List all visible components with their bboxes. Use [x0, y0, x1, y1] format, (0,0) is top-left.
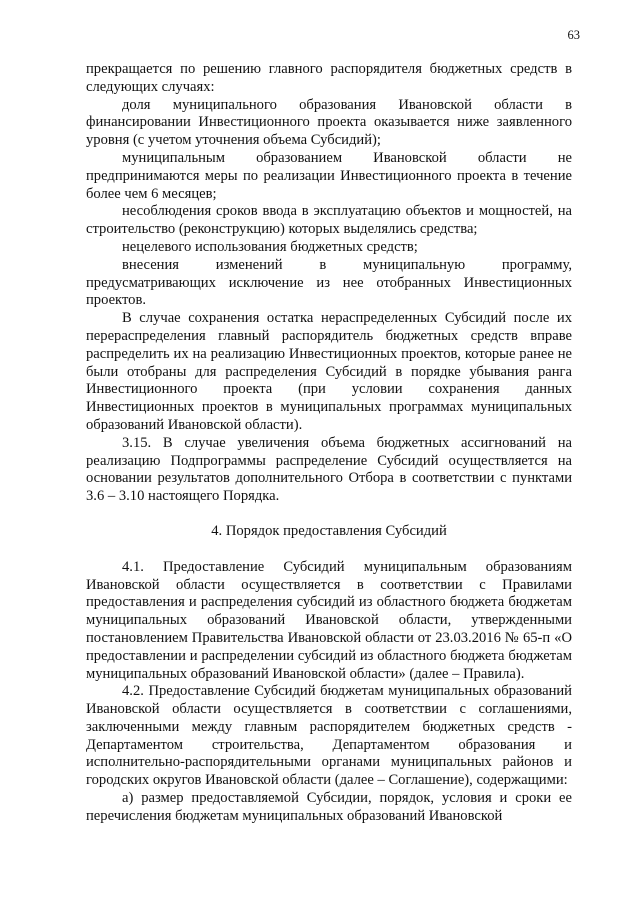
page-number: 63	[567, 28, 580, 42]
paragraph-4-1: 4.1. Предоставление Субсидий муниципальным образованиям Ивановской области осуществляется в соответствии с Правилами предоставления и распределения субсидий из областного бюджета бюджетам муниципальных образований Ивановской области, утвержденными постановлением Правительства Ивановской области от 23.03.2016 № 65-п «О предоставлении и распределении субсидий из областного бюджета бюджетам муниципальных образований Ивановской области» (далее – Правила).	[86, 558, 572, 682]
paragraph-case-share: доля муниципального образования Ивановской области в финансировании Инвестиционного проекта оказывается ниже заявленного уровня (с учетом уточнения объема Субсидий);	[86, 96, 572, 149]
paragraph-continuation: прекращается по решению главного распорядителя бюджетных средств в следующих случаях:	[86, 61, 572, 95]
section-heading: 4. Порядок предоставления Субсидий	[211, 522, 447, 539]
paragraph-4-2-a: а) размер предоставляемой Субсидии, порядок, условия и сроки ее перечисления бюджетам муниципальных образований Ивановской	[86, 790, 572, 824]
document-body	[86, 61, 572, 826]
paragraph-case-misuse: нецелевого использования бюджетных средств;	[122, 238, 418, 255]
paragraph-case-program-changes: внесения изменений в муниципальную программу, предусматривающих исключение из нее отобранных Инвестиционных проектов.	[86, 256, 572, 309]
paragraph-4-2: 4.2. Предоставление Субсидий бюджетам муниципальных образований Ивановской области осуществляется в соответствии с соглашениями, заключенными между главным распорядителем бюджетных средств - Департаментом строительства, Департаментом образования и исполнительно-распорядительными органами муниципальных районов и городских округов Ивановской области (далее – Соглашение), содержащими:	[86, 683, 572, 789]
paragraph-case-deadlines: несоблюдения сроков ввода в эксплуатацию объектов и мощностей, на строительство (реконструкцию) которых выделялись средства;	[86, 203, 572, 238]
paragraph-redistribution: В случае сохранения остатка нераспределенных Субсидий после их перераспределения главный распорядитель бюджетных средств вправе распределить их на реализацию Инвестиционных проектов, которые ранее не были отобраны для распределения Субсидий в порядке убывания ранга Инвестиционного проекта (при условии сохранения данных Инвестиционных проектов в муниципальных программах муниципальных образований Ивановской области).	[86, 310, 572, 433]
paragraph-case-no-measures: муниципальным образованием Ивановской области не предпринимаются меры по реализации Инвестиционного проекта в течение более чем 6 месяцев;	[86, 149, 572, 202]
paragraph-3-15: 3.15. В случае увеличения объема бюджетных ассигнований на реализацию Подпрограммы распределение Субсидий осуществляется на основании результатов дополнительного Отбора в соответствии с пунктами 3.6 – 3.10 настоящего Порядка.	[86, 434, 572, 505]
